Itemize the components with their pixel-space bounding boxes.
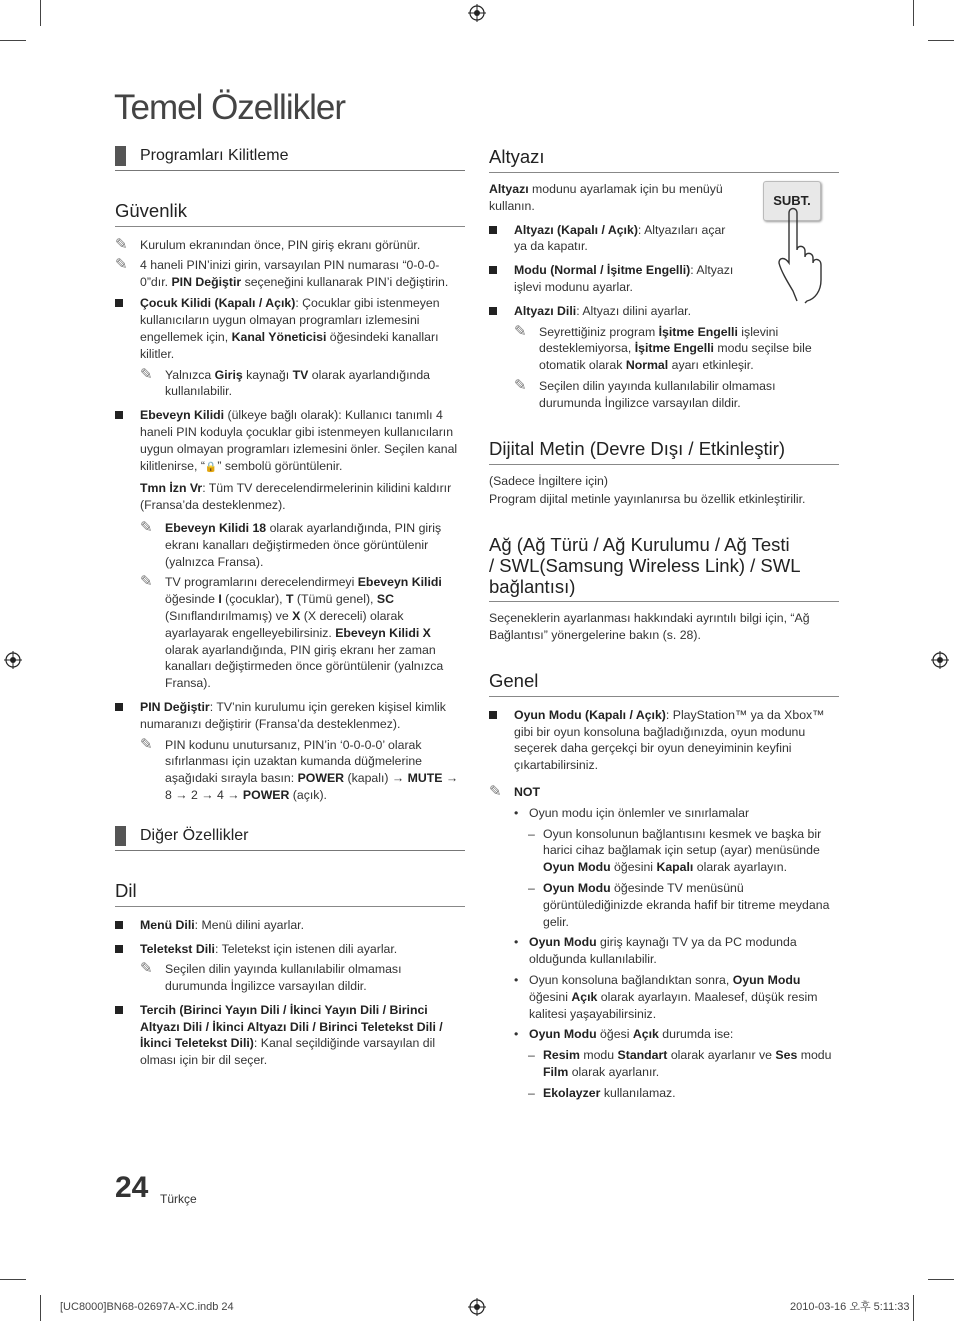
- bullet-square-icon: [115, 299, 123, 307]
- note: ✎ Yalnızca Giriş kaynağı TV olarak ayarlandığında kullanılabilir.: [140, 365, 431, 399]
- dijital-line1: (Sadece İngiltere için): [489, 473, 608, 488]
- heading-dijital-metin: Dijital Metin (Devre Dışı / Etkinleştir): [489, 438, 839, 465]
- bullet-oyun-modu: Oyun Modu (Kapalı / Açık): PlayStation™ ya da Xbox™ gibi bir oyun konsoluna bağladığınızda, oyun modunu seçerek daha gerçekçi bir oyun deneyiminin keyfini çıkartabilirsiniz.: [489, 707, 839, 774]
- dash-item: – Oyun konsolunun bağlantısını kesmek ve başka bir harici cihaz bağlamak için setup (ayar) menüsünde Oyun Modu öğesini Kapalı olarak ayarlayın.: [528, 826, 822, 875]
- bullet-dot-icon: •: [514, 972, 519, 987]
- note: ✎ TV programlarını derecelendirmeyi Ebeveyn Kilidi öğesinde I (çocuklar), T (Tümü genel), SC (Sınıflandırılmamış) ve X (X dereceli) olarak ayarlayarak engelleyebilirsiniz. Ebeveyn Kilidi X olarak ayarlandığında, PIN giriş ekranı her zaman kanalları değiştirmeden önce görüntülenir (yalnızca Fransa).: [140, 573, 444, 691]
- bullet-dot-icon: •: [514, 1027, 519, 1042]
- hand-pointer-icon: [775, 205, 835, 305]
- bullet-tercih: Tercih (Birinci Yayın Dili / İkinci Yayın Dili / Birinci Altyazı Dili / İkinci Altyazı Dili / Birinci Teletekst Dili / İkinci Teletekst Dili): Kanal seçildiğinde varsayılan dil olması için bir dil seçer.: [115, 1002, 465, 1069]
- note: ✎ Seçilen dilin yayında kullanılabilir olmaması durumunda İngilizce varsayılan dildir.: [140, 960, 402, 994]
- subt-button-icon: SUBT.: [763, 181, 821, 221]
- bullet-square-icon: [489, 226, 497, 234]
- dash-icon: –: [528, 826, 535, 841]
- page-language: Türkçe: [160, 1192, 197, 1206]
- note: ✎ PIN kodunu unutursanız, PIN’in ‘0-0-0-0’ olarak sıfırlanması için uzaktan kumanda düğmelerine aşağıdaki sırayla basın: POWER (kapalı) → MUTE → 8 → 2 → 4 → POWER (açık).: [140, 735, 459, 802]
- bullet-ebeveyn-kilidi: Ebeveyn Kilidi (ülkeye bağlı olarak): Kullanıcı tanımlı 4 haneli PIN koduyla çocuklar gibi istenmeyen kullanıcıların uygun olmayan programları izlemesini önler. Seçilen kanal kilitlenirse, “🔒” sembolü görüntülenir.: [115, 407, 465, 476]
- left-column: [115, 146, 465, 1069]
- print-footer-left: [UC8000]BN68-02697A-XC.indb 24: [60, 1301, 234, 1313]
- bullet-square-icon: [115, 945, 123, 953]
- heading-dil: Dil: [115, 880, 465, 907]
- print-footer-right: 2010-03-16 오후 5:11:33: [790, 1301, 910, 1313]
- lock-icon: 🔒: [204, 461, 218, 473]
- section-header-programlari-kilitleme: Programları Kilitleme: [115, 146, 465, 171]
- dijital-line2: Program dijital metinle yayınlanırsa bu özellik etkinleştirilir.: [489, 492, 806, 507]
- registration-mark-icon: [468, 4, 486, 22]
- pencil-note-icon: ✎: [115, 236, 128, 253]
- bullet-cocuk-kilidi: Çocuk Kilidi (Kapalı / Açık): Çocuklar gibi istenmeyen kullanıcıların uygun olmayan programları izlemesini engellemek için, Kanal Yöneticisi öğesindeki kanalları kilitler.: [115, 295, 465, 362]
- crop-mark: [913, 0, 914, 26]
- heading-ag: Ağ (Ağ Türü / Ağ Kurulumu / Ağ Testi / SWL(Samsung Wireless Link) / SWL bağlantısı): [489, 534, 839, 602]
- crop-mark: [40, 0, 41, 26]
- dash-item: – Oyun Modu öğesinde TV menüsünü görüntülediğinizde ekranda hafif bir titreme meydana gelir.: [528, 880, 830, 929]
- heading-guvenlik: Güvenlik: [115, 200, 465, 227]
- bullet-altyazi-kapali-acik: Altyazı (Kapalı / Açık): Altyazıları açar ya da kapatır.: [489, 222, 739, 256]
- page-title: Temel Özellikler: [114, 88, 345, 127]
- crop-mark: [0, 1279, 26, 1280]
- pencil-note-icon: ✎: [489, 782, 502, 800]
- bullet-dot-icon: •: [514, 935, 519, 950]
- dash-icon: –: [528, 1085, 535, 1100]
- bullet-altyazi-dili: Altyazı Dili: Altyazı dilini ayarlar.: [489, 303, 839, 320]
- heading-genel: Genel: [489, 670, 839, 697]
- bullet-square-icon: [115, 921, 123, 929]
- bullet-menu-dili: Menü Dili: Menü dilini ayarlar.: [115, 917, 465, 934]
- crop-mark: [928, 1279, 954, 1280]
- dash-icon: –: [528, 1048, 535, 1063]
- section-header-diger-ozellikler: Diğer Özellikler: [115, 826, 465, 851]
- registration-mark-icon: [931, 651, 949, 669]
- heading-altyazi: Altyazı: [489, 146, 839, 173]
- dot-item: • Oyun konsoluna bağlandıktan sonra, Oyun Modu öğesini Açık olarak ayarlayın. Maalesef, düşük resim kalitesi yaşayabilirsiniz.: [514, 972, 818, 1021]
- registration-mark-icon: [468, 1298, 486, 1316]
- pencil-note-icon: ✎: [140, 518, 153, 536]
- bullet-square-icon: [115, 1006, 123, 1014]
- pencil-note-icon: ✎: [140, 960, 153, 978]
- tmn-izn-vr-text: Tmn İzn Vr: Tüm TV derecelendirmelerinin kilidini kaldırır (Fransa’da desteklenmez).: [140, 481, 452, 513]
- note: ✎ Ebeveyn Kilidi 18 olarak ayarlandığında, PIN giriş ekranı kanalları değiştirmeden önce görüntülenir (yalnızca Fransa).: [140, 518, 442, 569]
- crop-mark: [40, 1295, 41, 1321]
- dash-icon: –: [528, 880, 535, 895]
- note: ✎ Seyrettiğiniz program İşitme Engelli işlevini desteklemiyorsa, İşitme Engelli modu seçilse bile otomatik olarak Normal ayarı etkinleşir.: [514, 322, 812, 373]
- bullet-square-icon: [489, 711, 497, 719]
- pencil-note-icon: ✎: [140, 735, 153, 753]
- dot-item: • Oyun modu için önlemler ve sınırlamalar: [514, 805, 750, 820]
- bullet-dot-icon: •: [514, 805, 519, 820]
- bullet-square-icon: [489, 307, 497, 315]
- note: ✎ Kurulum ekranından önce, PIN giriş ekranı görünür.: [115, 236, 421, 253]
- bullet-square-icon: [489, 266, 497, 274]
- ag-text: Seçeneklerin ayarlanması hakkındaki ayrıntılı bilgi için, “Ağ Bağlantısı” yönergelerine bakın (s. 28).: [489, 611, 810, 642]
- note: ✎ Seçilen dilin yayında kullanılabilir olmaması durumunda İngilizce varsayılan dildir.: [514, 376, 776, 410]
- crop-mark: [928, 40, 954, 41]
- bullet-pin-degistir: PIN Değiştir: TV’nin kurulumu için gereken kişisel kimlik numaranızı değiştirir (Fransa’da desteklenmez).: [115, 699, 465, 733]
- bullet-modu: Modu (Normal / İşitme Engelli): Altyazı işlevi modunu ayarlar.: [489, 262, 739, 296]
- crop-mark: [913, 1295, 914, 1321]
- dash-item: – Resim modu Standart olarak ayarlanır ve Ses modu Film olarak ayarlanır.: [528, 1048, 832, 1079]
- crop-mark: [0, 40, 26, 41]
- pencil-note-icon: ✎: [514, 376, 527, 394]
- page-number: 24: [115, 1171, 149, 1204]
- pencil-note-icon: ✎: [115, 255, 128, 273]
- dot-item: • Oyun Modu giriş kaynağı TV ya da PC modunda olduğunda kullanılabilir.: [514, 935, 797, 967]
- note-not: ✎ NOT: [489, 782, 540, 800]
- dash-item: – Ekolayzer kullanılamaz.: [528, 1085, 676, 1100]
- pencil-note-icon: ✎: [140, 573, 153, 591]
- pencil-note-icon: ✎: [140, 365, 153, 383]
- note: ✎ 4 haneli PIN’inizi girin, varsayılan PIN numarası “0-0-0-0”dır. PIN Değiştir seçeneğini kullanarak PIN’i değiştirin.: [115, 255, 449, 289]
- bullet-teletekst-dili: Teletekst Dili: Teletekst için istenen dili ayarlar.: [115, 941, 465, 958]
- bullet-square-icon: [115, 411, 123, 419]
- altyazi-intro: Altyazı modunu ayarlamak için bu menüyü kullanın.: [489, 182, 723, 213]
- pencil-note-icon: ✎: [514, 322, 527, 340]
- bullet-square-icon: [115, 703, 123, 711]
- registration-mark-icon: [4, 651, 22, 669]
- dot-item: • Oyun Modu öğesi Açık durumda ise:: [514, 1027, 734, 1042]
